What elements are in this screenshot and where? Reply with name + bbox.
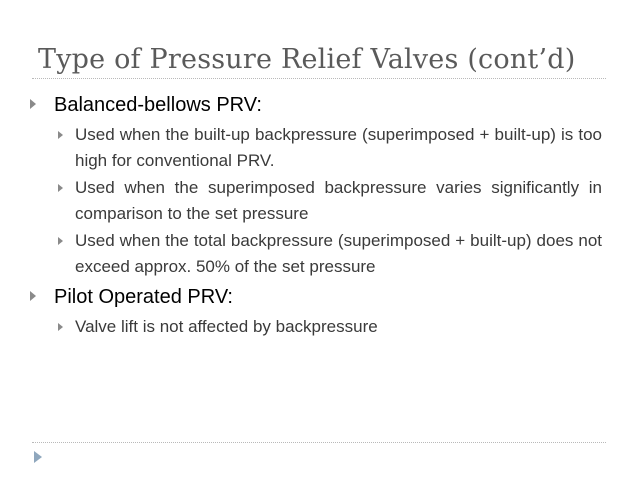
triangle-bullet-icon xyxy=(58,237,63,245)
section-heading-pilot-operated xyxy=(30,286,233,309)
list-item xyxy=(58,122,602,174)
triangle-bullet-icon xyxy=(58,131,63,139)
list-item-text: Valve lift is not affected by backpressure xyxy=(75,317,378,336)
triangle-bullet-icon xyxy=(30,291,36,301)
list-item xyxy=(58,314,602,340)
list-item-text: Used when the superimposed backpressure varies significantly in comparison to the set pressure xyxy=(75,178,602,223)
list-item-text: Used when the built-up backpressure (superimposed + built-up) is too high for conventional PRV. xyxy=(75,125,602,170)
slide-title: Type of Pressure Relief Valves (cont’d) xyxy=(38,44,576,75)
footer-divider xyxy=(32,442,606,443)
list-item-text: Used when the total backpressure (superimposed + built-up) does not exceed approx. 50% of the set pressure xyxy=(75,231,602,276)
triangle-bullet-icon xyxy=(30,99,36,109)
triangle-bullet-icon xyxy=(58,323,63,331)
title-divider xyxy=(32,78,606,79)
section-heading-balanced-bellows xyxy=(30,94,262,117)
play-triangle-icon xyxy=(34,451,42,463)
list-item xyxy=(58,228,602,280)
triangle-bullet-icon xyxy=(58,184,63,192)
section-heading-label: Pilot Operated PRV: xyxy=(54,286,233,308)
section-heading-label: Balanced-bellows PRV: xyxy=(54,94,262,116)
list-item xyxy=(58,175,602,227)
